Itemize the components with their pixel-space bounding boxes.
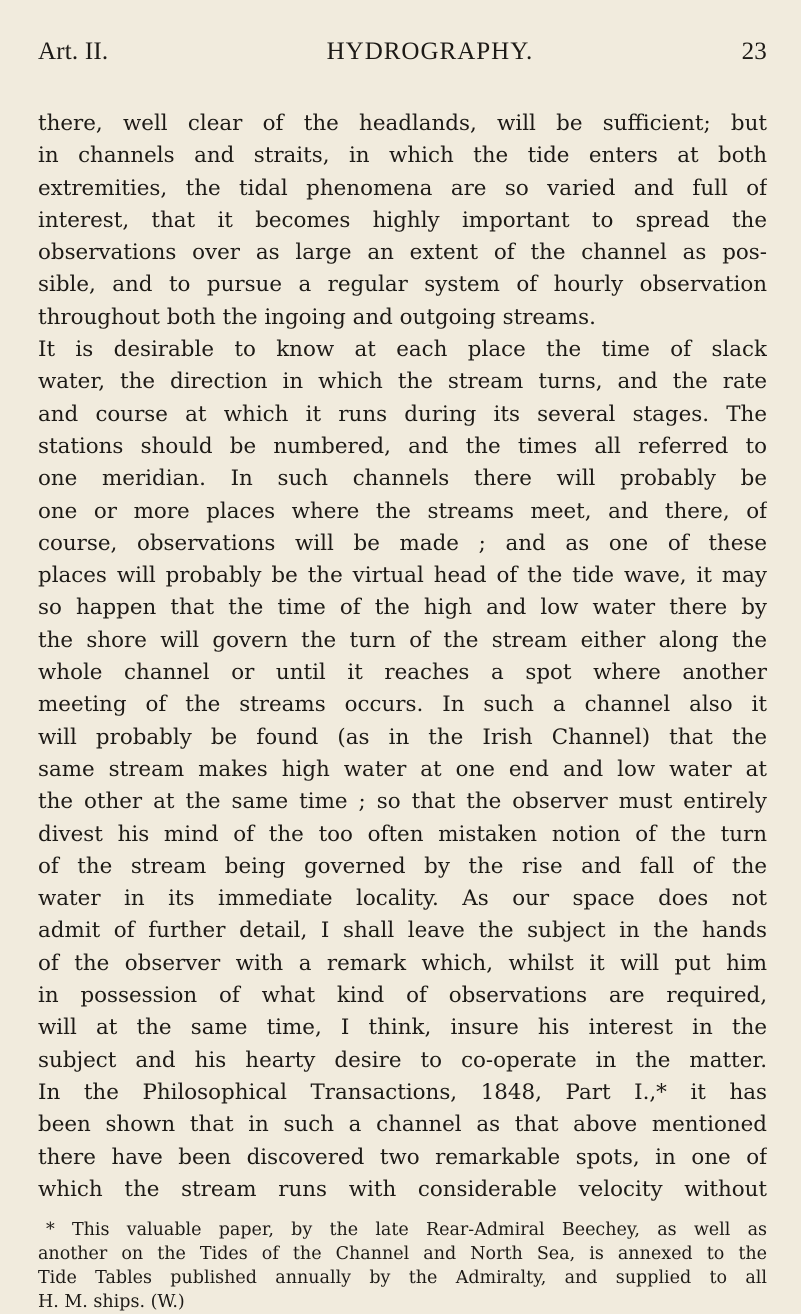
text-line: been shown that in such a channel as that above mentioned [38,1112,767,1138]
running-head [38,38,767,82]
text-line: whole channel or until it reaches a spot where another [38,660,767,686]
footnote-line: H. M. ships. (W.) [38,1292,185,1313]
page-number: 23 [741,38,767,65]
text-line: admit of further detail, I shall leave the subject in the hands [38,918,767,944]
text-line: of the stream being governed by the rise and fall of the [38,853,767,879]
text-line: water, the direction in which the stream turns, and the rate [38,369,767,395]
text-line: places will probably be the virtual head of the tide wave, it may [38,563,767,589]
text-line: course, observations will be made ; and as one of these [38,530,767,556]
text-line: which the stream runs with considerable velocity without [38,1176,767,1202]
text-line: divest his mind of the too often mistaken notion of the turn [38,821,767,847]
text-line: sible, and to pursue a regular system of hourly observation [38,272,767,298]
text-line: and course at which it runs during its several stages. The [38,401,767,427]
text-line: same stream makes high water at one end and low water at [38,756,767,782]
text-line: one or more places where the streams meet, and there, of [38,498,767,524]
text-line: there have been discovered two remarkable spots, in one of [38,1144,767,1170]
text-line: throughout both the ingoing and outgoing streams. [38,304,596,330]
footnote-line: * This valuable paper, by the late Rear-Admiral Beechey, as well as [46,1220,767,1241]
footnote-line: Tide Tables published annually by the Admiralty, and supplied to all [38,1268,767,1289]
text-line: the other at the same time ; so that the observer must entirely [38,789,767,815]
text-line: observations over as large an extent of the channel as pos- [38,240,767,266]
text-line: in channels and straits, in which the tide enters at both [38,143,767,169]
article-label: Art. II. [38,38,109,65]
body-text [38,108,767,1206]
text-line: stations should be numbered, and the times all referred to [38,433,767,459]
text-line: in possession of what kind of observations are required, [38,983,767,1009]
text-line: In the Philosophical Transactions, 1848, Part I.,* it has [38,1079,767,1105]
text-line: extremities, the tidal phenomena are so varied and full of [38,175,767,201]
text-line: will at the same time, I think, insure his interest in the [38,1015,767,1041]
footnote-line: another on the Tides of the Channel and North Sea, is annexed to the [38,1244,767,1265]
text-line: one meridian. In such channels there will probably be [38,466,767,492]
text-line: so happen that the time of the high and low water there by [38,595,767,621]
text-line: will probably be found (as in the Irish Channel) that the [38,724,767,750]
text-line: water in its immediate locality. As our space does not [38,886,767,912]
text-line: the shore will govern the turn of the stream either along the [38,627,767,653]
text-line: It is desirable to know at each place the time of slack [38,337,767,363]
page-title: HYDROGRAPHY. [326,38,534,65]
text-line: of the observer with a remark which, whilst it will put him [38,950,767,976]
text-line: there, well clear of the headlands, will be sufficient; but [38,111,767,136]
text-line: subject and his hearty desire to co-operate in the matter. [38,1047,767,1073]
text-line: meeting of the streams occurs. In such a channel also it [38,692,767,718]
text-line: interest, that it becomes highly important to spread the [38,207,767,233]
